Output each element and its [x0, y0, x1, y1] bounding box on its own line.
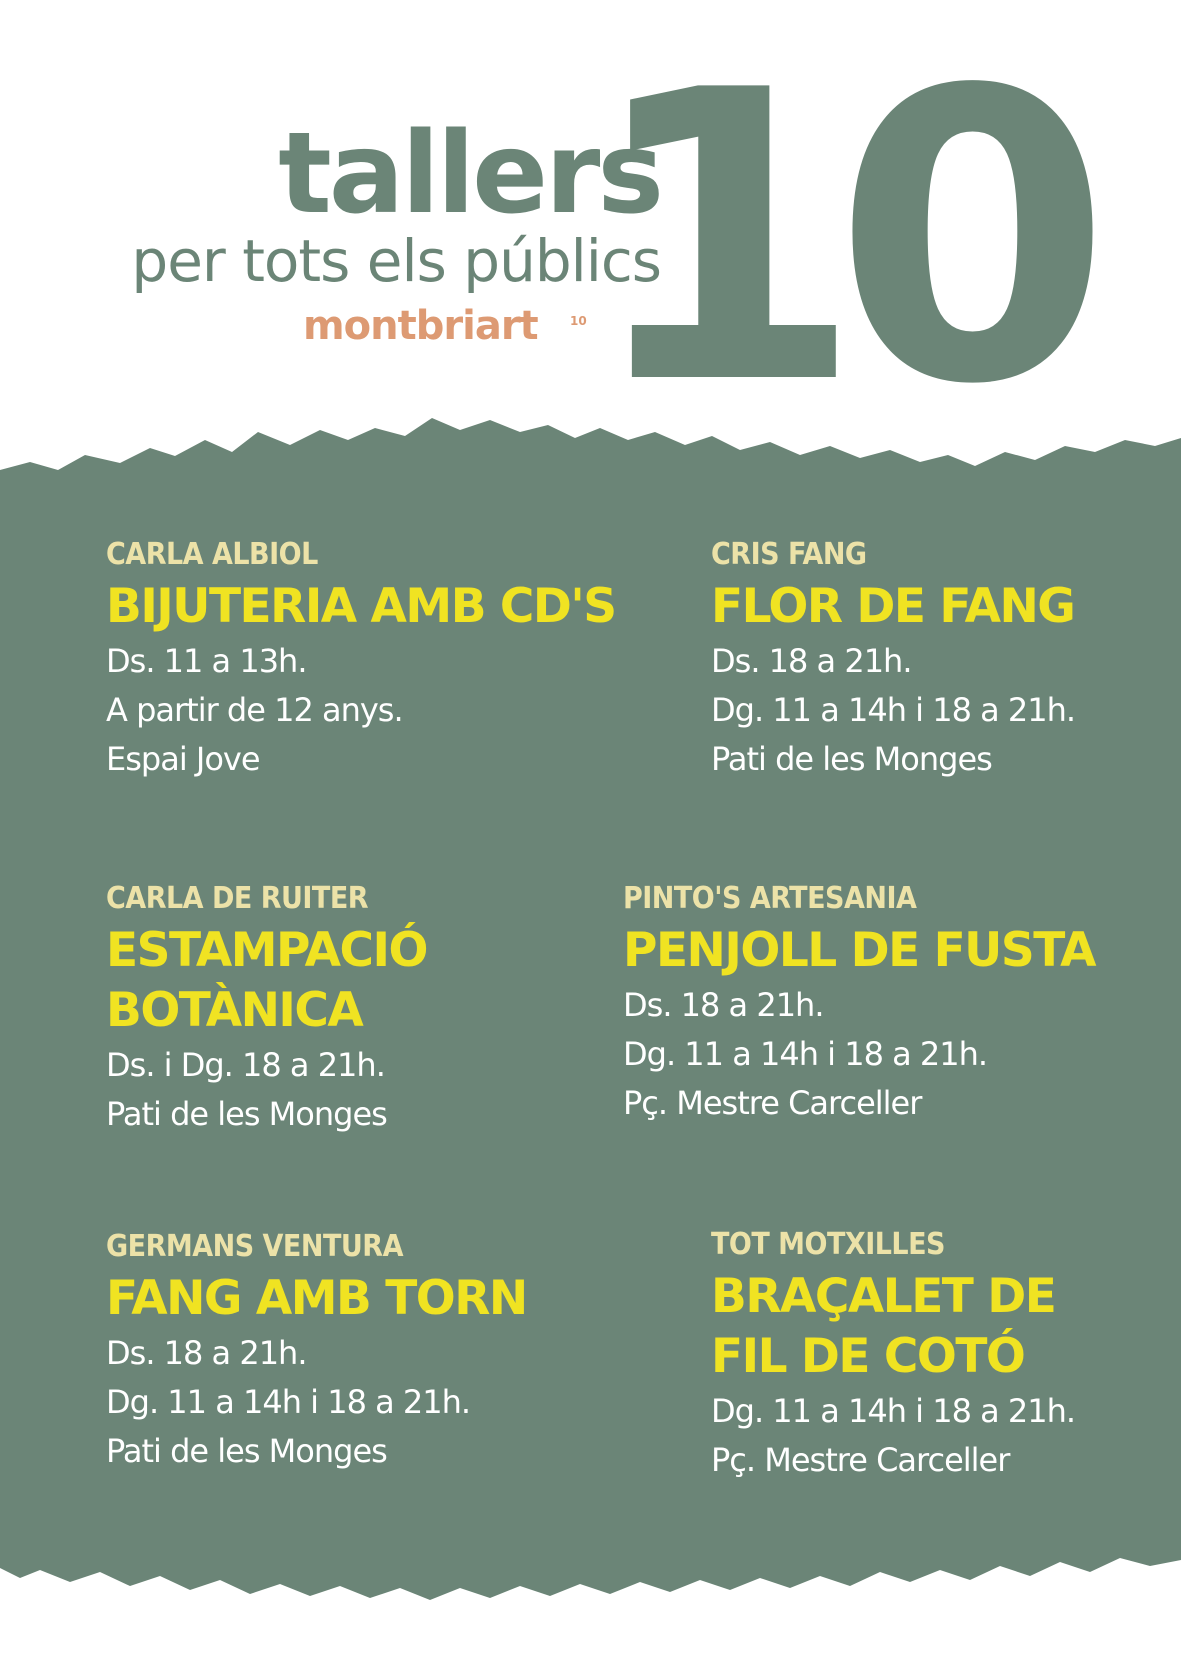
workshop-schedule: Ds. i Dg. 18 a 21h. — [106, 1046, 385, 1084]
workshop-artist: CARLA DE RUITER — [106, 881, 369, 916]
brand-anniversary-mark: 10 — [570, 314, 587, 328]
workshop-title: FLOR DE FANG — [711, 579, 1075, 634]
workshop-card — [711, 537, 1075, 784]
workshop-artist: GERMANS VENTURA — [106, 1229, 403, 1264]
workshop-location: Espai Jove — [106, 740, 260, 778]
workshop-title: PENJOLL DE FUSTA — [623, 923, 1095, 978]
workshop-card — [106, 1229, 527, 1476]
workshop-schedule: Ds. 18 a 21h. — [106, 1334, 307, 1372]
workshop-location: Pati de les Monges — [711, 740, 992, 778]
workshop-schedule: Dg. 11 a 14h i 18 a 21h. — [711, 691, 1076, 729]
workshop-title: FANG AMB TORN — [106, 1271, 527, 1326]
workshop-artist: PINTO'S ARTESANIA — [623, 881, 917, 916]
workshop-schedule: Dg. 11 a 14h i 18 a 21h. — [623, 1035, 988, 1073]
workshop-location: Pç. Mestre Carceller — [711, 1441, 1010, 1479]
poster-title: tallers — [278, 109, 661, 239]
workshop-artist: CRIS FANG — [711, 537, 867, 572]
workshop-schedule: Ds. 18 a 21h. — [711, 642, 912, 680]
workshop-schedule: Dg. 11 a 14h i 18 a 21h. — [711, 1392, 1076, 1430]
workshop-artist: CARLA ALBIOL — [106, 537, 318, 572]
workshop-audience: A partir de 12 anys. — [106, 691, 403, 729]
workshop-schedule: Ds. 11 a 13h. — [106, 642, 307, 680]
workshop-location: Pati de les Monges — [106, 1432, 387, 1470]
workshop-schedule: Dg. 11 a 14h i 18 a 21h. — [106, 1383, 471, 1421]
workshop-title: BRAÇALET DE — [711, 1269, 1056, 1324]
workshop-title-line-2: BOTÀNICA — [106, 983, 363, 1038]
workshop-artist: TOT MOTXILLES — [711, 1227, 945, 1262]
workshop-card — [106, 537, 616, 784]
workshop-location: Pç. Mestre Carceller — [623, 1084, 922, 1122]
workshop-location: Pati de les Monges — [106, 1095, 387, 1133]
workshop-card — [106, 881, 427, 1139]
workshop-title: ESTAMPACIÓ — [106, 923, 427, 978]
poster-subtitle: per tots els públics — [131, 227, 661, 295]
workshop-title: BIJUTERIA AMB CD'S — [106, 579, 616, 634]
workshop-card — [623, 881, 1095, 1128]
workshop-schedule: Ds. 18 a 21h. — [623, 986, 824, 1024]
anniversary-number: 10 — [585, 7, 1082, 472]
brand-logo: montbriart — [303, 303, 538, 349]
workshop-card — [711, 1227, 1075, 1485]
workshop-title-line-2: FIL DE COTÓ — [711, 1329, 1025, 1384]
